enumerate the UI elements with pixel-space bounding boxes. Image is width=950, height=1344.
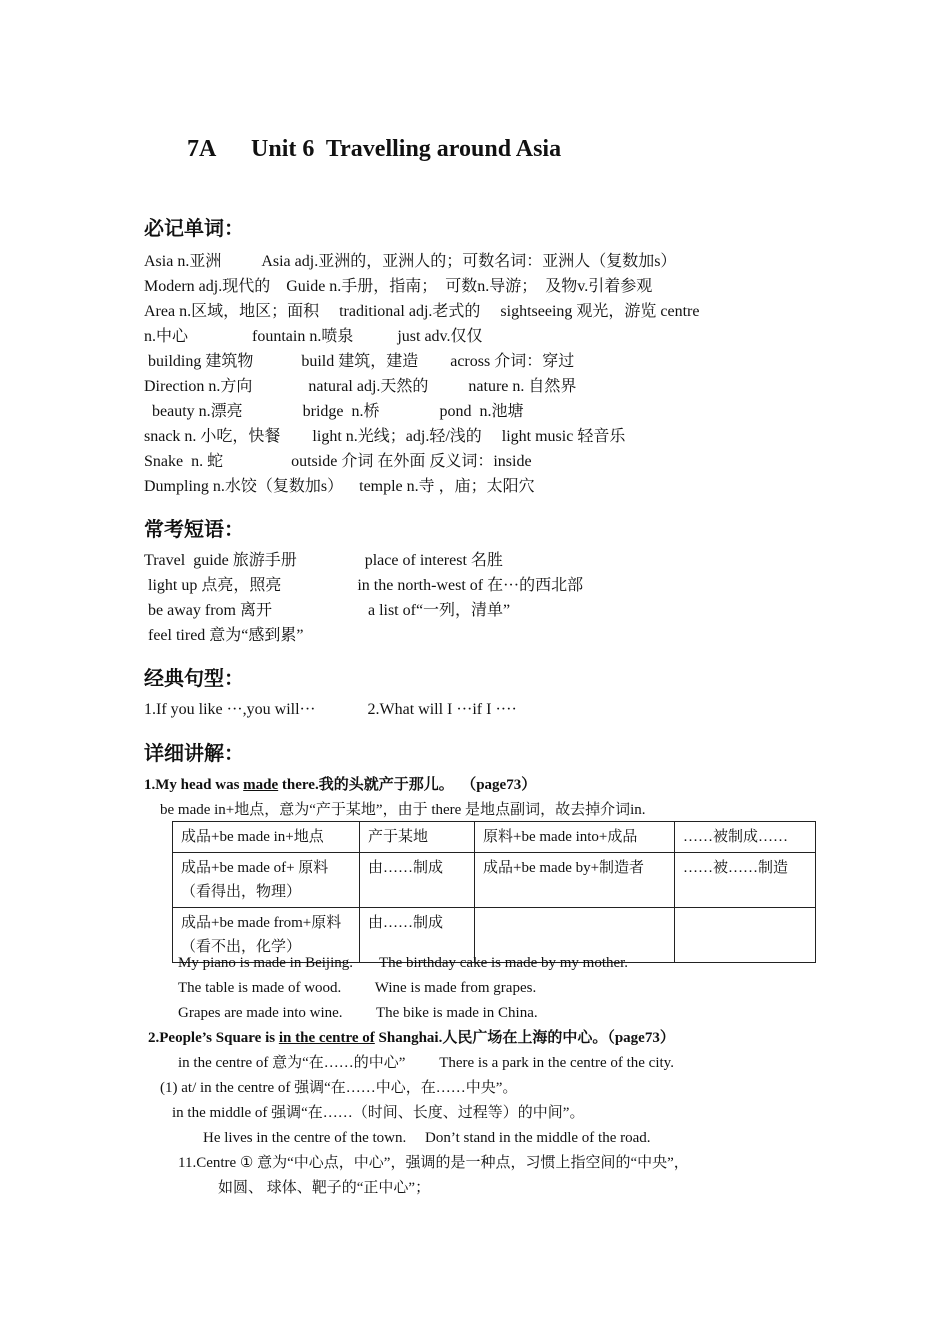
table-cell: 成品+be made by+制造者 bbox=[475, 853, 675, 908]
point-2-pre: 2.People’s Square is bbox=[148, 1030, 279, 1046]
table-cell: 成品+be made from+原料（看不出，化学） bbox=[173, 908, 360, 963]
word-line: n.中心 fountain n.喷泉 just adv.仅仅 bbox=[144, 328, 483, 345]
table-cell: 由……制成 bbox=[360, 908, 475, 963]
phrase-line: be away from 离开 a list of“一列，清单” bbox=[144, 602, 511, 619]
example-line: My piano is made in Beijing. The birthday cake is made by my mother. bbox=[178, 955, 629, 971]
point-1-title bbox=[144, 775, 536, 795]
phrase-line: light up 点亮，照亮 in the north-west of 在···的西北部 bbox=[144, 577, 584, 594]
point-1-pre: 1.My head was bbox=[144, 777, 244, 793]
word-line: Area n.区域，地区；面积 traditional adj.老式的 sightseeing 观光，游览 centre bbox=[144, 303, 700, 320]
example-line: The table is made of wood. Wine is made from grapes. bbox=[178, 980, 537, 996]
heading-words: 必记单词： bbox=[144, 216, 244, 240]
point-2-title bbox=[148, 1028, 675, 1048]
word-line: beauty n.漂亮 bridge n.桥 pond n.池塘 bbox=[144, 403, 524, 420]
table-cell: 成品+be made of+ 原料（看得出，物理） bbox=[173, 853, 360, 908]
point-2-line: in the middle of 强调“在……（时间、长度、过程等）的中间”。 bbox=[172, 1105, 585, 1121]
word-line: Snake n. 蛇 outside 介词 在外面 反义词：inside bbox=[144, 453, 532, 470]
table-cell: ……被……制造 bbox=[675, 853, 816, 908]
point-1-post: there.我的头就产于那儿。 （page73） bbox=[278, 777, 537, 793]
heading-explain: 详细讲解： bbox=[144, 741, 244, 765]
heading-phrases: 常考短语： bbox=[144, 517, 244, 541]
table-cell bbox=[675, 908, 816, 963]
point-2-post: Shanghai.人民广场在上海的中心。（page73） bbox=[374, 1030, 675, 1046]
table-cell: 产于某地 bbox=[360, 822, 475, 853]
phrase-line: Travel guide 旅游手册 place of interest 名胜 bbox=[144, 552, 503, 569]
word-line: Dumpling n.水饺（复数加s） temple n.寺 ，庙；太阳穴 bbox=[144, 478, 535, 495]
phrase-line: feel tired 意为“感到累” bbox=[144, 627, 304, 644]
table-cell: 由……制成 bbox=[360, 853, 475, 908]
point-1-note: be made in+地点，意为“产于某地”，由于 there 是地点副词，故去掉介词in. bbox=[160, 802, 646, 818]
point-2-line: 11.Centre ① 意为“中心点，中心”，强调的是一种点，习惯上指空间的“中央”， bbox=[178, 1155, 689, 1171]
word-line: snack n. 小吃，快餐 light n.光线；adj.轻/浅的 light music 轻音乐 bbox=[144, 428, 626, 445]
example-line: Grapes are made into wine. The bike is made in China. bbox=[178, 1005, 538, 1021]
table-cell: ……被制成…… bbox=[675, 822, 816, 853]
table-cell: 原料+be made into+成品 bbox=[475, 822, 675, 853]
heading-sentences: 经典句型： bbox=[144, 666, 244, 690]
word-line: Direction n.方向 natural adj.天然的 nature n. 自然界 bbox=[144, 378, 577, 395]
point-2-line: 如圆、 球体、靶子的“正中心”； bbox=[218, 1180, 431, 1196]
table-row bbox=[173, 853, 816, 908]
point-2-line: He lives in the centre of the town. Don’t stand in the middle of the road. bbox=[203, 1130, 651, 1146]
word-line: building 建筑物 build 建筑，建造 across 介词：穿过 bbox=[144, 353, 575, 370]
table-cell: 成品+be made in+地点 bbox=[173, 822, 360, 853]
point-2-underlined: in the centre of bbox=[278, 1030, 375, 1046]
point-2-line: (1) at/ in the centre of 强调“在……中心，在……中央”。 bbox=[160, 1080, 518, 1096]
point-2-line: in the centre of 意为“在……的中心” There is a park in the centre of the city. bbox=[178, 1055, 674, 1071]
point-1-underlined: made bbox=[243, 777, 279, 793]
word-line: Modern adj.现代的 Guide n.手册，指南； 可数n.导游； 及物v.引着参观 bbox=[144, 278, 653, 295]
word-line: Asia n.亚洲 Asia adj.亚洲的，亚洲人的；可数名词：亚洲人（复数加s） bbox=[144, 253, 677, 270]
table-row bbox=[173, 822, 816, 853]
page-title: 7A Unit 6 Travelling around Asia bbox=[187, 136, 562, 162]
made-usage-table bbox=[172, 821, 816, 963]
sentence-pattern-line: 1.If you like ···,you will··· 2.What will I ···if I ···· bbox=[144, 701, 517, 718]
